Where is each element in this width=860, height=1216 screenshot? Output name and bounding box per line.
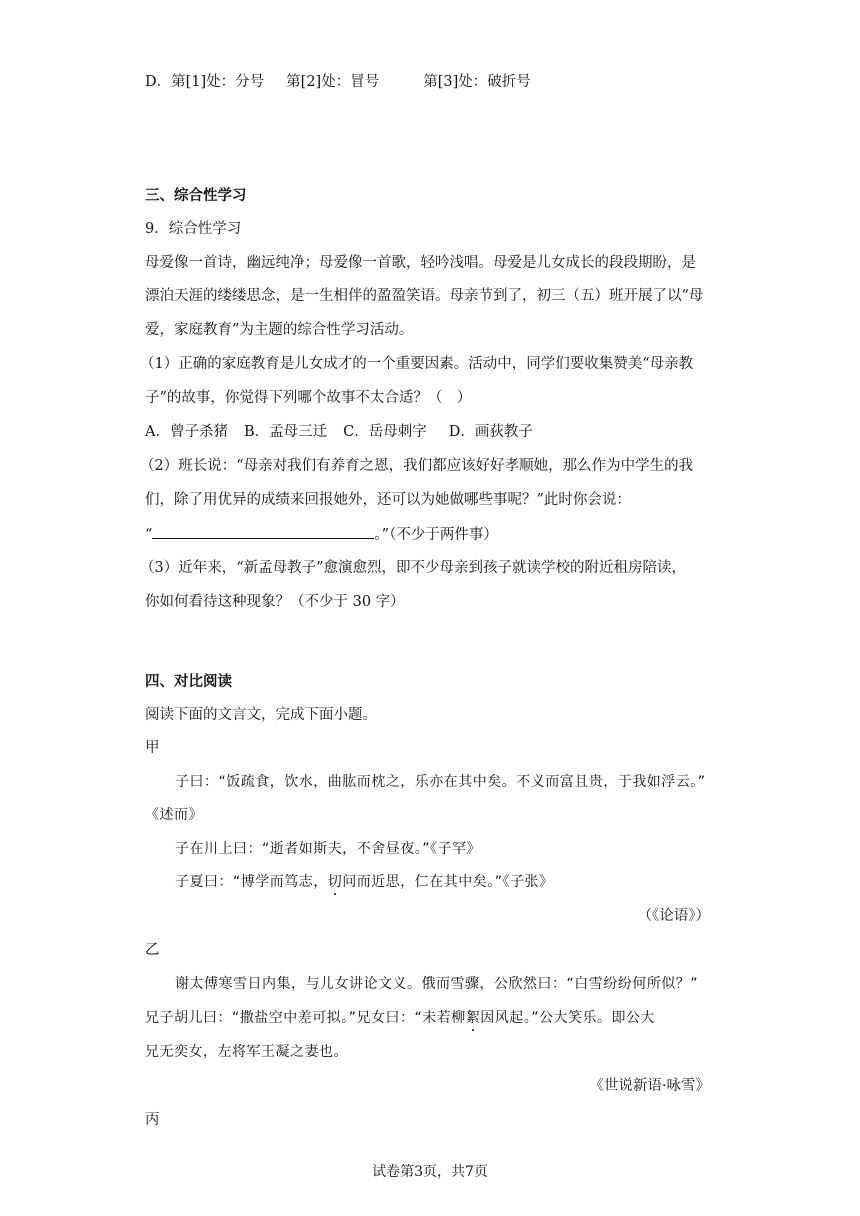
page-footer: 试卷第3页，共7页: [372, 1164, 488, 1180]
section4-instruction: 阅读下面的文言文，完成下面小题。: [145, 707, 377, 723]
yi-line-3: 兄无奕女，左将军王凝之妻也。: [145, 1044, 348, 1060]
section4-heading: 四、对比阅读: [145, 673, 232, 690]
quote-close: 。”（不少于两件事）: [374, 527, 498, 543]
emphasis-char-xu: 絮: [465, 1010, 481, 1026]
option-a: A．曾子杀猪: [145, 424, 228, 440]
bing-label: 丙: [145, 1112, 160, 1128]
q8-option-d: [145, 72, 531, 92]
option-b: B．孟母三迁: [243, 424, 328, 440]
jia-source: （《论语》）: [637, 908, 710, 924]
jia-label: 甲: [145, 740, 160, 756]
yi-label: 乙: [145, 942, 160, 958]
q9-intro-line-1: 母爱像一首诗，幽远纯净；母爱像一首歌，轻吟浅唱。母爱是儿女成长的段段期盼，是: [145, 255, 696, 271]
q9-sub3-line-2: 你如何看待这种现象？（不少于 30 字）: [145, 594, 405, 610]
jia-line-1: 子曰：“饭疏食，饮水，曲肱而枕之，乐亦在其中矣。不义而富且贵，于我如浮云。”: [175, 774, 706, 790]
yi-source: 《世说新语·咏雪》: [589, 1078, 710, 1094]
yi-line-2-a: 兄子胡儿曰：“撒盐空中差可拟。”兄女曰：“未若柳: [145, 1010, 466, 1026]
q9-title: 9．综合性学习: [145, 221, 242, 237]
q9-sub2-answer: [145, 524, 498, 545]
jia-line-3-a: 子夏曰：“博学而笃志，: [175, 874, 328, 890]
q9-sub1-line-1: （1）正确的家庭教育是儿女成才的一个重要因素。活动中，同学们要收集赞美“母亲教: [140, 356, 694, 372]
jia-line-3: [175, 872, 554, 892]
jia-line-3-b: 问而近思，仁在其中矣。”《子张》: [342, 874, 554, 890]
q8-option-d-part3: 第[3]处：破折号: [423, 74, 531, 90]
q9-intro-line-2: 漂泊天涯的缕缕思念，是一生相伴的盈盈笑语。母亲节到了，初三（五）班开展了以“母: [145, 288, 704, 304]
answer-blank[interactable]: [152, 524, 374, 539]
jia-line-2: 子在川上曰：“逝者如斯夫，不舍昼夜。”《子罕》: [175, 841, 482, 857]
option-d: D．画荻教子: [448, 424, 533, 440]
option-c: C．岳母刺字: [343, 424, 427, 440]
section3-heading: 三、综合性学习: [145, 187, 247, 204]
q9-intro-line-3: 爱，家庭教育”为主题的综合性学习活动。: [145, 322, 414, 338]
q8-option-d-part2: 第[2]处：冒号: [286, 74, 380, 90]
yi-line-1: 谢太傅寒雪日内集，与儿女讲论文义。俄而雪骤，公欣然曰：“白雪纷纷何所似？”: [175, 976, 699, 992]
jia-line-1-source: 《述而》: [145, 807, 203, 823]
q8-option-d-label: D．第[1]处：分号: [145, 74, 265, 90]
q9-sub1-line-2: 子”的故事，你觉得下列哪个故事不太合适？（ ）: [145, 390, 472, 406]
q9-sub1-options: [145, 422, 533, 442]
yi-line-2: [145, 1008, 655, 1028]
emphasis-char-qie: 切: [327, 874, 343, 890]
quote-open: “: [145, 527, 153, 543]
q9-sub2-line-1: （2）班长说：“母亲对我们有养育之恩，我们都应该好好孝顺她，那么作为中学生的我: [140, 458, 694, 474]
q9-sub2-line-2: 们，除了用优异的成绩来回报她外，还可以为她做哪些事呢？”此时你会说：: [145, 492, 631, 508]
yi-line-2-b: 因风起。”公大笑乐。即公大: [480, 1010, 656, 1026]
q9-sub3-line-1: （3）近年来，“新孟母教子”愈演愈烈，即不少母亲到孩子就读学校的附近租房陪读，: [140, 560, 687, 576]
